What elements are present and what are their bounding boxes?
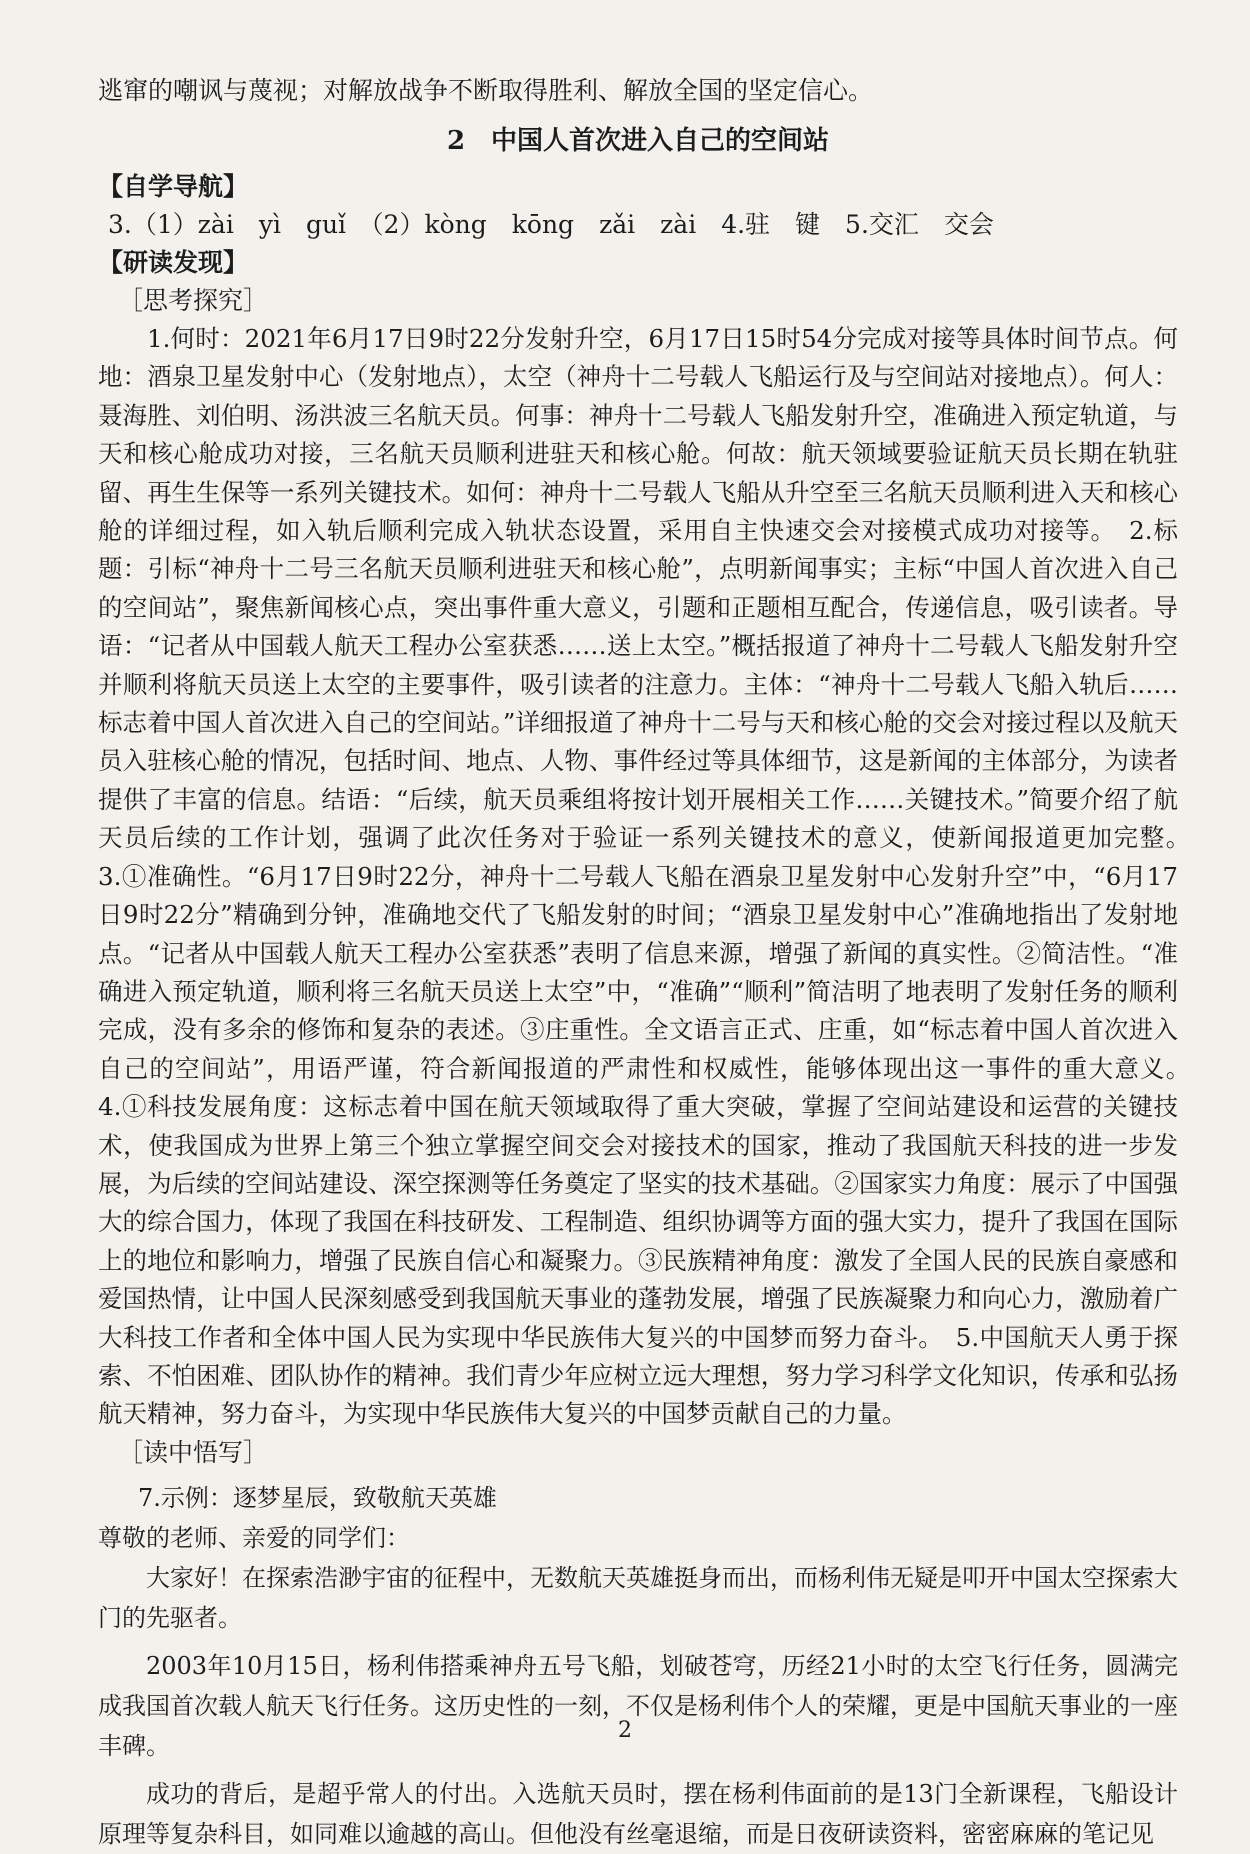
essay-title: 7.示例：逐梦星辰，致敬航天英雄 — [138, 1483, 497, 1512]
self-study-answers: 3.（1）zài yì guǐ （2）kòng kōng zǎi zài 4.驻 键 5.交汇 交会 — [108, 210, 994, 239]
essay-greeting: 尊敬的老师、亲爱的同学们： — [98, 1523, 410, 1552]
research-heading: 【研读发现】 — [98, 248, 249, 277]
think-explore-heading: ［思考探究］ — [118, 286, 269, 315]
page-number: 2 — [618, 1718, 632, 1743]
essay-paragraph: 2003年10月15日，杨利伟搭乘神舟五号飞船，划破苍穹，历经21小时的太空飞行任务，圆满完成我国首次载人航天飞行任务。这历史性的一刻，不仅是杨利伟个人的荣耀，更是中国航天事业的一座丰碑。 — [98, 1651, 1178, 1760]
think-explore-answers: 1.何时：2021年6月17日9时22分发射升空，6月17日15时54分完成对接等具体时间节点。何地：酒泉卫星发射中心（发射地点），太空（神舟十二号载人飞船运行及与空间站对接地点）。何人：聂海胜、刘伯明、汤洪波三名航天员。何事：神舟十二号载人飞船发射升空，准确进入预定轨道，与天和核心舱成功对接，三名航天员顺利进驻天和核心舱。何故：航天领域要验证航天员长期在轨驻留、再生生保等一系列关键技术。如何：神舟十二号载人飞船从升空至三名航天员顺利进入天和核心舱的详细过程，如入轨后顺利完成入轨状态设置，采用自主快速交会对接模式成功对接等。 2.标题：引标“神舟十二号三名航天员顺利进驻天和核心舱”，点明新闻事实；主标“中国人首次进入自己的空间站”，聚焦新闻核心点，突出事件重大意义，引题和正题相互配合，传递信息，吸引读者。导语：“记者从中国载人航天工程办公室获悉……送上太空。”概括报道了神舟十二号载人飞船发射升空并顺利将航天员送上太空的主要事件，吸引读者的注意力。主体：“神舟十二号载人飞船入轨后……标志着中国人首次进入自己的空间站。”详细报道了神舟十二号与天和核心舱的交会对接过程以及航天员入驻核心舱的情况，包括时间、地点、人物、事件经过等具体细节，这是新闻的主体部分，为读者提供了丰富的信息。结语：“后续，航天员乘组将按计划开展相关工作……关键技术。”简要介绍了航天员后续的工作计划，强调了此次任务对于验证一系列关键技术的意义，使新闻报道更加完整。 3.①准确性。“6月17日9时22分，神舟十二号载人飞船在酒泉卫星发射中心发射升空”中，“6月17日9时22分”精确到分钟，准确地交代了飞船发射的时间；“酒泉卫星发射中心”准确地指出了发射地点。“记者从中国载人航天工程办公室获悉”表明了信息来源，增强了新闻的真实性。②简洁性。“准确进入预定轨道，顺利将三名航天员送上太空”中，“准确”“顺利”简洁明了地表明了发射任务的顺利完成，没有多余的修饰和复杂的表述。③庄重性。全文语言正式、庄重，如“标志着中国人首次进入自己的空间站”，用语严谨，符合新闻报道的严肃性和权威性，能够体现出这一事件的重大意义。 4.①科技发展角度：这标志着中国在航天领域取得了重大突破，掌握了空间站建设和运营的关键技术，使我国成为世界上第三个独立掌握空间交会对接技术的国家，推动了我国航天科技的进一步发展，为后续的空间站建设、深空探测等任务奠定了坚实的技术基础。②国家实力角度：展示了中国强大的综合国力，体现了我国在科技研发、工程制造、组织协调等方面的强大实力，提升了我国在国际上的地位和影响力，增强了民族自信心和凝聚力。③民族精神角度：激发了全国人民的民族自豪感和爱国热情，让中国人民深刻感受到我国航天事业的蓬勃发展，增强了民族凝聚力和向心力，激励着广大科技工作者和全体中国人民为实现中华民族伟大复兴的中国梦而努力奋斗。 5.中国航天人勇于探索、不怕困难、团队协作的精神。我们青少年应树立远大理想，努力学习科学文化知识，传承和弘扬航天精神，努力奋斗，为实现中华民族伟大复兴的中国梦贡献自己的力量。 — [98, 324, 1203, 1429]
self-study-heading: 【自学导航】 — [98, 172, 249, 201]
essay-paragraph: 成功的背后，是超乎常人的付出。入选航天员时，摆在杨利伟面前的是13门全新课程，飞船设计原理等复杂科目，如同难以逾越的高山。但他没有丝毫退缩，而是日夜研读资料，密密麻麻的笔记见 — [98, 1779, 1178, 1848]
continued-text-line: 逃窜的嘲讽与蔑视；对解放战争不断取得胜利、解放全国的坚定信心。 — [98, 76, 874, 105]
section-title: 2 中国人首次进入自己的空间站 — [446, 126, 830, 156]
essay-paragraph: 大家好！在探索浩渺宇宙的征程中，无数航天英雄挺身而出，而杨利伟无疑是叩开中国太空探索大门的先驱者。 — [98, 1563, 1178, 1632]
read-write-heading: ［读中悟写］ — [118, 1437, 269, 1467]
